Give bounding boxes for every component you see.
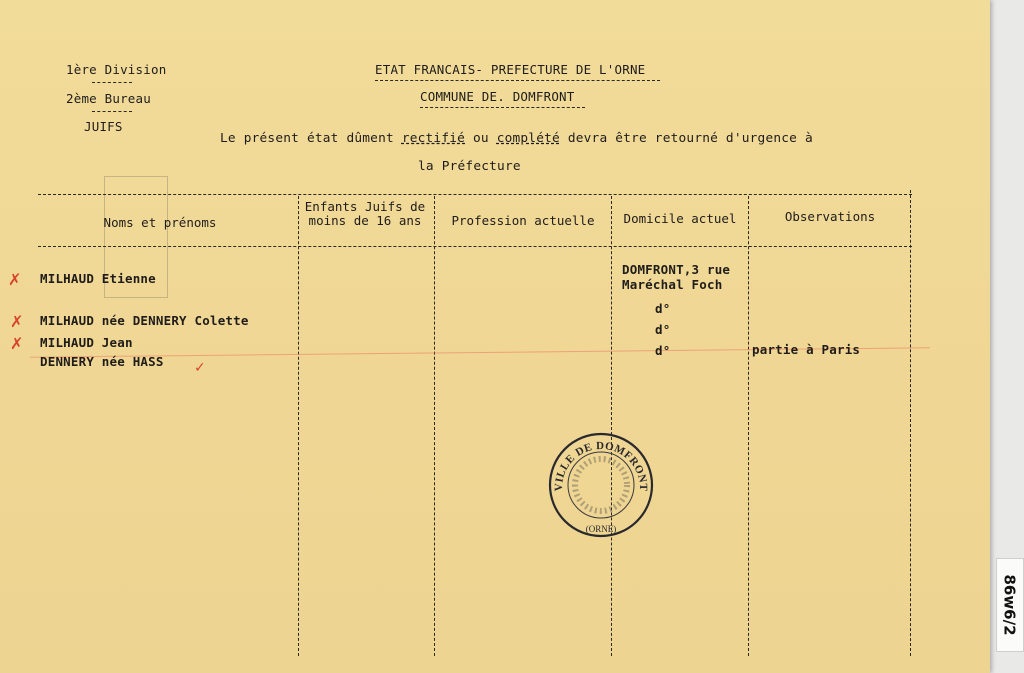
commune-underline — [420, 107, 585, 108]
bureau-label: 2ème Bureau — [66, 91, 151, 106]
column-divider — [748, 196, 749, 656]
section-label: JUIFS — [84, 119, 123, 134]
table-top-border — [38, 194, 912, 195]
red-check-mark: ✓ — [194, 360, 206, 376]
column-header-children: Enfants Juifs de moins de 16 ans — [304, 199, 426, 228]
column-divider — [910, 190, 911, 656]
column-header-observations: Observations — [784, 209, 876, 224]
column-divider — [298, 196, 299, 656]
seal-outer-text: VILLE DE DOMFRONT — [552, 439, 650, 492]
column-divider — [611, 196, 612, 656]
table-row-observation: partie à Paris — [752, 342, 861, 357]
divider — [92, 82, 132, 83]
table-row-name: MILHAUD Jean — [40, 335, 133, 350]
rectifie-word: rectifié — [401, 131, 466, 146]
table-row-name: MILHAUD Etienne — [40, 271, 156, 286]
archive-reference-label: 86w6/2 — [996, 558, 1024, 652]
municipal-seal — [548, 432, 654, 538]
divider — [92, 111, 132, 112]
table-row-domicile: d° — [655, 322, 671, 337]
seal-bottom-text: (ORNE) — [585, 524, 617, 534]
column-header-names: Noms et prénoms — [103, 215, 217, 230]
commune-label: COMMUNE DE. DOMFRONT — [420, 89, 575, 104]
table-row-domicile: d° — [655, 343, 671, 358]
column-divider — [434, 196, 435, 656]
complete-word: complété — [496, 131, 560, 146]
table-header-border — [38, 246, 912, 247]
table-row-domicile: DOMFRONT,3 rue Maréchal Foch — [622, 262, 731, 292]
division-label: 1ère Division — [66, 62, 167, 77]
document-title: ETAT FRANCAIS- PREFECTURE DE L'ORNE — [375, 62, 646, 77]
table-row-name: DENNERY née HASS — [40, 354, 164, 369]
red-check-mark: ✗ — [10, 312, 24, 331]
column-header-domicile: Domicile actuel — [623, 211, 737, 226]
red-check-mark: ✗ — [8, 270, 22, 289]
instruction-text: Le présent état dûment rectifié ou complété devra être retourné d'urgence à — [220, 131, 813, 146]
table-row-name: MILHAUD née DENNERY Colette — [40, 313, 249, 328]
instruction-line2: la Préfecture — [418, 159, 521, 174]
title-underline — [375, 80, 660, 81]
red-check-mark: ✗ — [10, 334, 24, 353]
table-row-domicile: d° — [655, 301, 671, 316]
column-header-profession: Profession actuelle — [451, 213, 595, 228]
